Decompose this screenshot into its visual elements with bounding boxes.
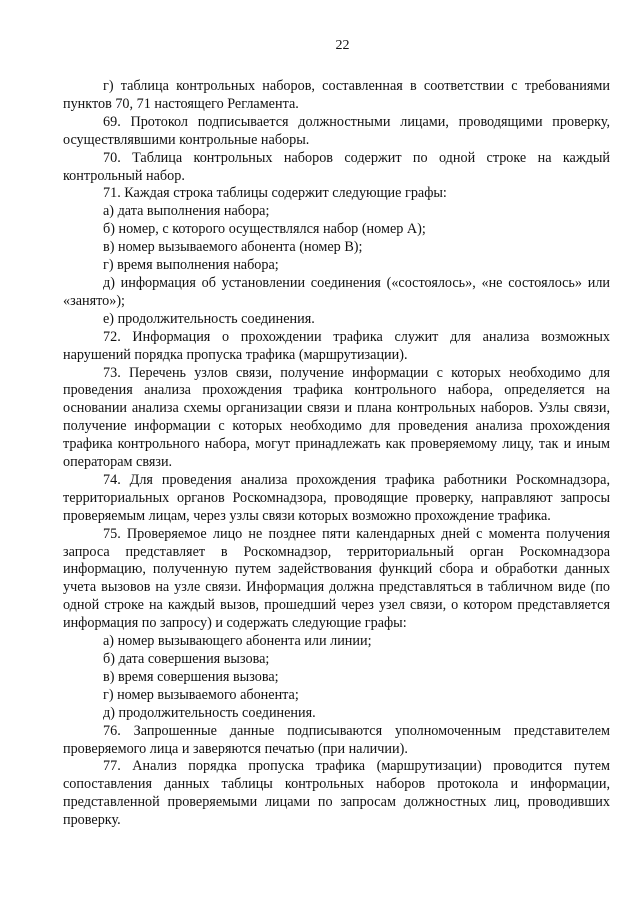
list-item-75-a: а) номер вызывающего абонента или линии;: [103, 633, 372, 650]
list-item-71-b: б) номер, с которого осуществлялся набор (номер А);: [103, 221, 426, 238]
paragraph-76: 76. Запрошенные данные подписываются уполномоченным представителем проверяемого лица и заверяются печатью (при наличии).: [63, 722, 610, 757]
paragraph-74: 74. Для проведения анализа прохождения трафика работники Роскомнадзора, территориальных органов Роскомнадзора, проводящие проверку, направляют запросы проверяемым лицам, через узлы связи которых возможно прохождение трафика.: [63, 471, 610, 524]
paragraph-75: 75. Проверяемое лицо не позднее пяти календарных дней с момента получения запроса представляет в Роскомнадзор, территориальный орган Роскомнадзора информацию, полученную путем задействования функций сбора и обработки данных учета вызовов на узле связи. Информация должна представляться в табличном виде (по одной строке на каждый вызов, прошедший через узел связи, о котором представляется информация по запросу) и содержать следующие графы:: [63, 525, 610, 632]
page-number: 22: [335, 38, 350, 53]
paragraph-73: 73. Перечень узлов связи, получение информации с которых необходимо для проведения анализа прохождения трафика контрольного набора, определяется на основании анализа схемы организации связи и плана контрольных наборов. Узлы связи, получение информации с которых необходимо для проведения анализа прохождения трафика контрольного набора, могут принадлежать как проверяемому лицу, так и иным операторам связи.: [63, 364, 610, 471]
list-item-75-d: д) продолжительность соединения.: [103, 704, 316, 721]
list-item-75-v: в) время совершения вызова;: [103, 668, 279, 685]
list-item-75-g: г) номер вызываемого абонента;: [103, 686, 299, 703]
list-item-75-b: б) дата совершения вызова;: [103, 651, 270, 667]
paragraph-69: 69. Протокол подписывается должностными лицами, проводящими проверку, осуществлявшими контрольные наборы.: [63, 113, 610, 148]
list-item-71-a: а) дата выполнения набора;: [103, 203, 270, 220]
paragraph-item-g-control-table: г) таблица контрольных наборов, составленная в соответствии с требованиями пунктов 70, 71 настоящего Регламента.: [63, 78, 610, 112]
list-item-71-v: в) номер вызываемого абонента (номер В);: [103, 239, 363, 256]
list-item-71-d: д) информация об установлении соединения («состоялось», «не состоялось» или «занято»);: [63, 274, 610, 309]
list-item-71-g: г) время выполнения набора;: [103, 257, 279, 274]
list-item-71-e: е) продолжительность соединения.: [103, 310, 315, 327]
paragraph-70: 70. Таблица контрольных наборов содержит по одной строке на каждый контрольный набор.: [63, 149, 610, 184]
paragraph-72: 72. Информация о прохождении трафика служит для анализа возможных нарушений порядка пропуска трафика (маршрутизации).: [63, 328, 610, 363]
paragraph-77: 77. Анализ порядка пропуска трафика (маршрутизации) проводится путем сопоставления данных таблицы контрольных наборов протокола и информации, представленной проверяемыми лицами по запросам должностных лиц, проводивших проверку.: [63, 758, 610, 829]
paragraph-71: 71. Каждая строка таблицы содержит следующие графы:: [103, 185, 447, 202]
